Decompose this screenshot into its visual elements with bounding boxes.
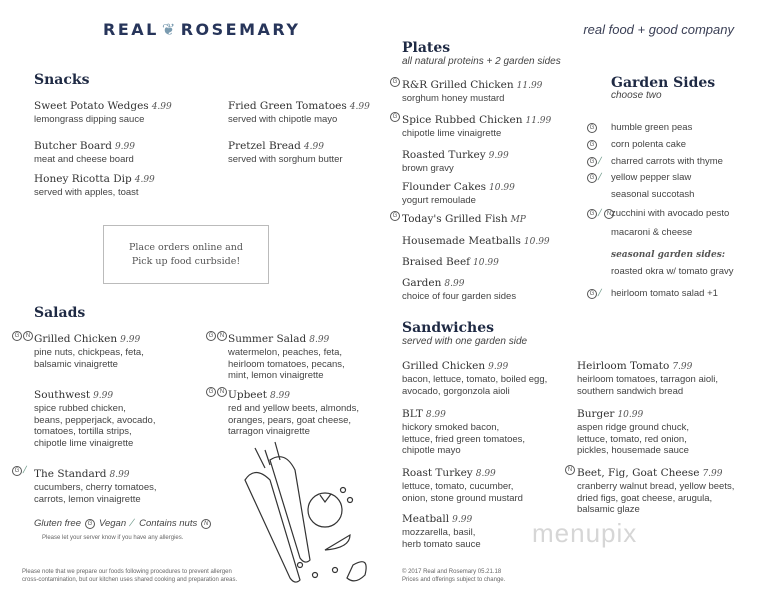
- item-description: choice of four garden sides: [402, 291, 517, 302]
- item-name: Flounder Cakes: [402, 181, 487, 193]
- item-price: 7.99: [702, 469, 723, 479]
- vegetable-illustration: [225, 440, 375, 590]
- item-name: Summer Salad: [228, 333, 307, 345]
- plates-menu-item: [402, 273, 516, 303]
- vegan-leaf-icon: /: [596, 208, 603, 219]
- contains-nuts-icon: N: [201, 519, 211, 529]
- item-price: 9.99: [488, 151, 509, 161]
- logo-left: REAL: [103, 20, 159, 39]
- item-price: 9.99: [120, 335, 141, 345]
- snacks-heading: Snacks: [34, 72, 90, 88]
- item-description: served with sorghum butter: [228, 154, 343, 165]
- item-price: 8.99: [269, 391, 290, 401]
- sandwiches-menu-item: [577, 404, 689, 457]
- gluten-free-icon: G: [587, 209, 597, 219]
- sandwiches-menu-item: [577, 356, 718, 397]
- item-description: served with apples, toast: [34, 187, 139, 198]
- item-description: pickles, housemade sauce: [577, 445, 689, 456]
- item-name: Heirloom Tomato: [577, 360, 670, 372]
- item-description: heirloom tomatoes, tarragon aioli,: [577, 374, 718, 385]
- item-description: lettuce, tomato, cucumber,: [402, 481, 514, 492]
- item-description: bacon, lettuce, tomato, boiled egg,: [402, 374, 548, 385]
- item-price: 9.99: [452, 515, 473, 525]
- vegan-leaf-icon: /: [596, 156, 603, 167]
- garden-sides-subtitle: choose two: [611, 90, 662, 101]
- salads-menu-item: [34, 329, 144, 370]
- item-description: meat and cheese board: [34, 154, 134, 165]
- item-name: Pretzel Bread: [228, 140, 301, 152]
- plates-subtitle: all natural proteins + 2 garden sides: [402, 56, 561, 67]
- item-price: 8.99: [475, 469, 496, 479]
- item-description: spice rubbed chicken,: [34, 403, 126, 414]
- tomato-stem-drawing: [320, 494, 331, 502]
- garden-side-item: heirloom tomato salad +1: [611, 288, 718, 299]
- sandwiches-subtitle: served with one garden side: [402, 336, 528, 347]
- item-description: avocado, gorgonzola aioli: [402, 385, 510, 397]
- item-description: herb tomato sauce: [402, 538, 481, 550]
- allergy-note: Please let your server know if you have any allergies.: [42, 535, 184, 541]
- legend-contains-nuts: Contains nuts: [139, 518, 198, 529]
- carrot-greens-drawing: [255, 442, 280, 468]
- item-description: dried figs, goat cheese, arugula,: [577, 492, 713, 504]
- item-name: Butcher Board: [34, 140, 112, 152]
- item-name: Roast Turkey: [402, 467, 473, 479]
- plates-menu-item: [402, 75, 542, 105]
- item-name: Honey Ricotta Dip: [34, 173, 132, 185]
- gluten-free-icon: G: [85, 519, 95, 529]
- item-description: balsamic glaze: [577, 504, 640, 515]
- dietary-legend: [34, 518, 211, 529]
- item-name: BLT: [402, 408, 423, 420]
- item-price: 11.99: [525, 116, 552, 126]
- seasonal-sides-label: seasonal garden sides:: [611, 250, 726, 260]
- gluten-free-icon: G: [587, 157, 597, 167]
- item-description: yogurt remoulade: [402, 195, 476, 206]
- vegan-leaf-icon: /: [596, 288, 603, 299]
- tomato-drawing: [308, 493, 342, 527]
- item-name: Today's Grilled Fish: [402, 213, 508, 225]
- dietary-icons: [565, 465, 575, 475]
- garden-side-item: macaroni & cheese: [611, 227, 693, 238]
- legend-gluten-free: Gluten free: [34, 518, 81, 529]
- dietary-icons: [390, 112, 400, 122]
- item-description: onion, stone ground mustard: [402, 492, 523, 504]
- garden-side-item: seasonal succotash: [611, 189, 695, 200]
- dietary-icons: [587, 123, 597, 133]
- sandwiches-menu-item: [577, 463, 734, 516]
- legend-vegan: Vegan: [99, 518, 127, 529]
- gluten-free-icon: G: [206, 387, 216, 397]
- item-price: 8.99: [425, 410, 446, 420]
- item-name: The Standard: [34, 468, 107, 480]
- sandwiches-menu-item: [402, 356, 547, 397]
- item-description: red and yellow beets, almonds,: [228, 403, 359, 414]
- item-description: served with chipotle mayo: [228, 114, 338, 125]
- item-description: brown gravy: [402, 163, 454, 174]
- salads-menu-item: [228, 385, 359, 438]
- contains-nuts-icon: N: [23, 331, 33, 341]
- item-name: R&R Grilled Chicken: [402, 79, 514, 91]
- item-price: 7.99: [672, 362, 693, 372]
- item-name: Garden: [402, 277, 442, 289]
- item-description: watermelon, peaches, feta,: [228, 347, 343, 358]
- carrot-drawing: [245, 473, 300, 583]
- item-name: Beet, Fig, Goat Cheese: [577, 467, 700, 479]
- vegan-leaf-icon: /: [128, 517, 135, 529]
- item-description: carrots, lemon vinaigrette: [34, 493, 141, 505]
- snacks-menu-item: [228, 136, 343, 166]
- item-description: lettuce, tomato, red onion,: [577, 433, 687, 445]
- item-price: 4.99: [151, 102, 172, 112]
- item-name: Upbeet: [228, 389, 267, 401]
- lemon-slice-drawing: [325, 535, 350, 550]
- item-description: cranberry walnut bread, yellow beets,: [577, 481, 735, 492]
- garden-side-item: humble green peas: [611, 122, 693, 133]
- rosemary-sprig-icon: ❦: [161, 20, 178, 39]
- vegan-leaf-icon: /: [21, 465, 28, 476]
- item-description: heirloom tomatoes, pecans,: [228, 358, 345, 370]
- item-price: 10.99: [617, 410, 644, 420]
- tagline: real food + good company: [583, 22, 734, 37]
- garden-side-item: yellow pepper slaw: [611, 172, 692, 183]
- item-name: Spice Rubbed Chicken: [402, 114, 523, 126]
- item-price: 10.99: [523, 237, 550, 247]
- plates-menu-item: [402, 177, 515, 207]
- item-description: lemongrass dipping sauce: [34, 114, 145, 125]
- item-price: 11.99: [516, 81, 543, 91]
- dietary-icons: [390, 77, 400, 87]
- order-box-line: Place orders online and: [129, 241, 243, 253]
- footer-line: Prices and offerings subject to change.: [402, 577, 506, 583]
- gluten-free-icon: G: [587, 123, 597, 133]
- dietary-icons: [206, 387, 227, 397]
- sandwiches-menu-item: [402, 463, 523, 504]
- snacks-menu-item: [34, 96, 172, 126]
- gluten-free-icon: G: [390, 77, 400, 87]
- item-price: MP: [510, 215, 526, 225]
- salads-menu-item: [228, 329, 345, 382]
- dietary-icons: [587, 140, 597, 150]
- plates-menu-item: [402, 110, 551, 140]
- item-description: aspen ridge ground chuck,: [577, 422, 689, 433]
- salads-menu-item: [34, 464, 157, 505]
- gluten-free-icon: G: [587, 173, 597, 183]
- garden-side-item: roasted okra w/ tomato gravy: [611, 266, 734, 277]
- sandwiches-heading: Sandwiches: [402, 320, 495, 336]
- item-name: Sweet Potato Wedges: [34, 100, 149, 112]
- plates-menu-item: [402, 252, 499, 270]
- item-description: hickory smoked bacon,: [402, 422, 500, 433]
- snacks-menu-item: [34, 169, 155, 199]
- contains-nuts-icon: N: [217, 331, 227, 341]
- plates-menu-item: [402, 231, 550, 249]
- item-price: 4.99: [134, 175, 155, 185]
- dietary-icons: [206, 331, 227, 341]
- item-description: oranges, pears, goat cheese,: [228, 414, 352, 426]
- item-description: lettuce, fried green tomatoes,: [402, 433, 526, 445]
- contains-nuts-icon: N: [604, 209, 614, 219]
- item-description: southern sandwich bread: [577, 385, 684, 397]
- item-name: Housemade Meatballs: [402, 235, 521, 247]
- item-price: 10.99: [489, 183, 515, 193]
- item-price: 9.99: [114, 142, 135, 152]
- item-price: 9.99: [93, 391, 114, 401]
- dietary-icons: [587, 157, 603, 167]
- item-price: 9.99: [488, 362, 509, 372]
- item-name: Burger: [577, 408, 615, 420]
- dietary-icons: [12, 331, 33, 341]
- item-price: 10.99: [473, 258, 499, 268]
- item-name: Grilled Chicken: [34, 333, 118, 345]
- note-line: Please note that we prepare our foods following procedures to prevent allergen: [22, 569, 232, 575]
- gluten-free-icon: G: [587, 140, 597, 150]
- dietary-icons: [587, 209, 614, 219]
- contains-nuts-icon: N: [565, 465, 575, 475]
- logo: [103, 20, 300, 39]
- gluten-free-icon: G: [587, 289, 597, 299]
- dietary-icons: [587, 173, 603, 183]
- plates-menu-item: [402, 145, 509, 175]
- note-line: cross-contamination, but our kitchen uses shared cooking and preparation areas.: [22, 577, 238, 583]
- vegan-leaf-icon: /: [596, 172, 603, 183]
- contains-nuts-icon: N: [217, 387, 227, 397]
- item-description: pine nuts, chickpeas, feta,: [34, 347, 144, 358]
- gluten-free-icon: G: [12, 466, 22, 476]
- gluten-free-icon: G: [390, 211, 400, 221]
- gluten-free-icon: G: [206, 331, 216, 341]
- dietary-icons: [12, 466, 28, 476]
- item-price: 8.99: [109, 470, 130, 480]
- garden-side-item: zucchini with avocado pesto: [611, 208, 730, 219]
- strawberry-drawing: [347, 562, 366, 581]
- sandwiches-menu-item: [402, 509, 481, 550]
- watermark: menupix: [532, 518, 638, 548]
- item-description: cucumbers, cherry tomatoes,: [34, 482, 157, 493]
- snacks-menu-item: [34, 136, 135, 166]
- cross-contamination-note: [22, 568, 237, 584]
- dietary-icons: [587, 289, 603, 299]
- item-description: mozzarella, basil,: [402, 527, 476, 538]
- item-description: mint, lemon vinaigrette: [228, 370, 324, 381]
- item-price: 8.99: [444, 279, 465, 289]
- item-description: beans, pepperjack, avocado,: [34, 414, 156, 426]
- order-online-box: [103, 225, 269, 284]
- garden-sides-heading: Garden Sides: [611, 75, 716, 91]
- item-name: Fried Green Tomatoes: [228, 100, 347, 112]
- item-name: Braised Beef: [402, 256, 471, 268]
- item-description: chipotle mayo: [402, 445, 461, 456]
- copyright-footer: [402, 568, 505, 584]
- salads-heading: Salads: [34, 305, 86, 321]
- item-description: sorghum honey mustard: [402, 93, 505, 104]
- sandwiches-menu-item: [402, 404, 525, 457]
- logo-right: ROSEMARY: [180, 20, 301, 39]
- item-description: tarragon vinaigrette: [228, 426, 310, 437]
- item-name: Southwest: [34, 389, 91, 401]
- salads-menu-item: [34, 385, 155, 449]
- gluten-free-icon: G: [12, 331, 22, 341]
- footer-line: © 2017 Real and Rosemary 05.21.18: [402, 569, 502, 575]
- dietary-icons: [390, 211, 400, 221]
- gluten-free-icon: G: [390, 112, 400, 122]
- garden-side-item: charred carrots with thyme: [611, 156, 723, 167]
- item-description: chipotle lime vinaigrette: [402, 128, 502, 139]
- item-name: Meatball: [402, 513, 450, 525]
- item-description: tomatoes, tortilla strips,: [34, 426, 132, 437]
- plates-menu-item: [402, 209, 526, 227]
- garden-side-item: corn polenta cake: [611, 139, 686, 150]
- item-price: 4.99: [303, 142, 324, 152]
- order-box-line: Pick up food curbside!: [131, 255, 241, 267]
- item-price: 4.99: [349, 102, 370, 112]
- item-description: balsamic vinaigrette: [34, 358, 118, 370]
- item-name: Grilled Chicken: [402, 360, 486, 372]
- snacks-menu-item: [228, 96, 370, 126]
- item-description: chipotle lime vinaigrette: [34, 437, 134, 449]
- item-price: 8.99: [309, 335, 330, 345]
- item-name: Roasted Turkey: [402, 149, 486, 161]
- plates-heading: Plates: [402, 40, 451, 56]
